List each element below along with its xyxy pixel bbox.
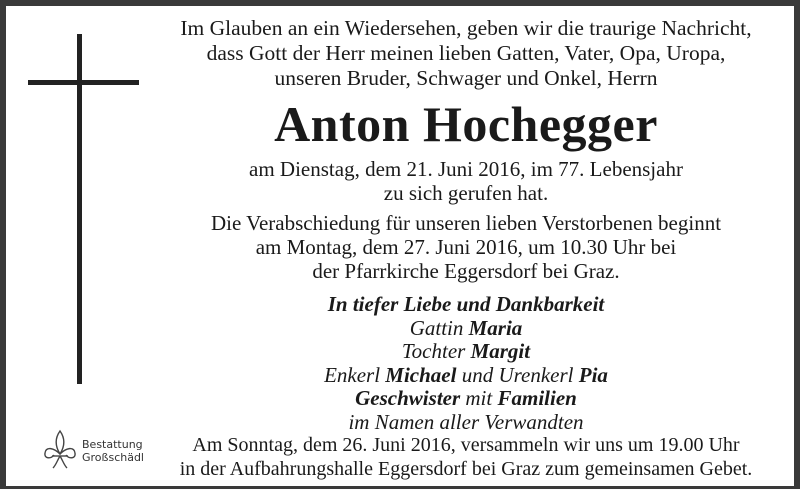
farewell-details [156,211,776,283]
prayer-line: Am Sonntag, dem 26. Juni 2016, versammeln wir uns um 19.00 Uhr [192,434,740,456]
fleur-de-lis-icon [42,428,78,472]
death-details [156,157,776,205]
intro-text [156,16,776,91]
funeral-home-name [82,438,144,464]
cross-horizontal-bar [28,80,139,85]
farewell-line: am Montag, dem 27. Juni 2016, um 10.30 Uhr bei [255,235,677,259]
deceased-name: Anton Hochegger [274,96,658,152]
mourner-wife: Gattin Maria [409,315,523,340]
intro-line: dass Gott der Herr meinen lieben Gatten, Vater, Opa, Uropa, [206,41,726,65]
death-line: am Dienstag, dem 21. Juni 2016, im 77. Lebensjahr [249,157,683,181]
intro-line: Im Glauben an ein Wiedersehen, geben wir die traurige Nachricht, [180,16,752,40]
cross-vertical-bar [77,34,82,384]
prayer-details [166,433,766,481]
funeral-home-logo [42,426,162,476]
mourner-grandchildren: Enkerl Michael und Urenkerl Pia [324,362,608,387]
mourner-daughter: Tochter Margit [401,339,531,363]
funeral-home-line: Großschädl [82,451,144,464]
mourner-siblings: Geschwister mit Familien [355,386,577,410]
farewell-line: der Pfarrkirche Eggersdorf bei Graz. [312,259,620,283]
death-line: zu sich gerufen hat. [383,181,549,205]
prayer-line: in der Aufbahrungshalle Eggersdorf bei Graz zum gemeinsamen Gebet. [179,458,753,480]
intro-line: unseren Bruder, Schwager und Onkel, Herrn [274,66,658,90]
funeral-home-line: Bestattung [82,438,143,451]
notice-content [156,16,776,434]
mourner-relatives: im Namen aller Verwandten [348,409,584,434]
mourners-list [156,293,776,434]
farewell-line: Die Verabschiedung für unseren lieben Verstorbenen beginnt [210,211,722,235]
mourners-heading: In tiefer Liebe und Dankbarkeit [327,292,605,316]
